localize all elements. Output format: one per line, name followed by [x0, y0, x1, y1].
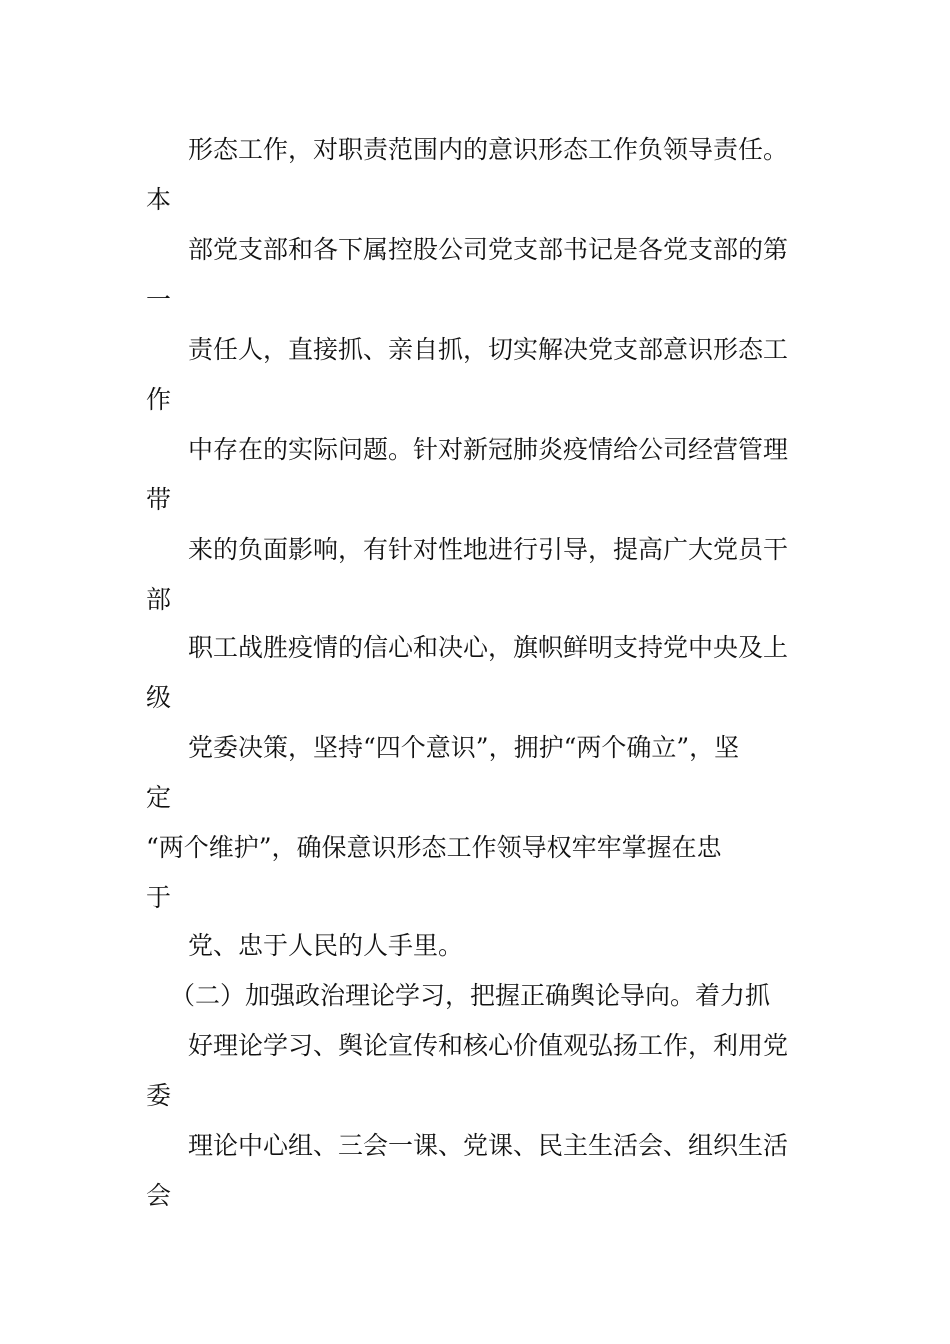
body-text-line: 来的负面影响，有针对性地进行引导，提高广大党员干 — [188, 535, 789, 564]
body-text-line: 党、忠于人民的人手里。 — [188, 931, 464, 960]
section-heading-line: （二）加强政治理论学习，把握正确舆论导向。着力抓 — [170, 981, 771, 1010]
body-text-line: 定 — [146, 783, 172, 812]
body-text-line: 级 — [146, 683, 172, 712]
body-text-line: 本 — [146, 185, 172, 214]
body-text-line: 责任人，直接抓、亲自抓，切实解决党支部意识形态工 — [188, 335, 789, 364]
body-text-line: 中存在的实际问题。针对新冠肺炎疫情给公司经营管理 — [188, 435, 789, 464]
body-text-line: 带 — [146, 485, 172, 514]
body-text-line: 一 — [146, 285, 172, 314]
body-text-line: 职工战胜疫情的信心和决心，旗帜鲜明支持党中央及上 — [188, 633, 789, 662]
body-text-line: 好理论学习、舆论宣传和核心价值观弘扬工作，利用党 — [188, 1031, 789, 1060]
body-text-line: 部 — [146, 585, 172, 614]
body-text-line: 会 — [146, 1181, 172, 1210]
body-text-line: 于 — [146, 883, 172, 912]
body-text-line: 部党支部和各下属控股公司党支部书记是各党支部的第 — [188, 235, 789, 264]
body-text-line: 形态工作，对职责范围内的意识形态工作负领导责任。 — [188, 135, 789, 164]
body-text-line: 党委决策，坚持“四个意识”，拥护“两个确立”，坚 — [188, 733, 740, 762]
body-text-line: “两个维护”，确保意识形态工作领导权牢牢掌握在忠 — [146, 833, 722, 862]
body-text-line: 作 — [146, 385, 172, 414]
body-text-line: 委 — [146, 1081, 172, 1110]
body-text-line: 理论中心组、三会一课、党课、民主生活会、组织生活 — [188, 1131, 789, 1160]
